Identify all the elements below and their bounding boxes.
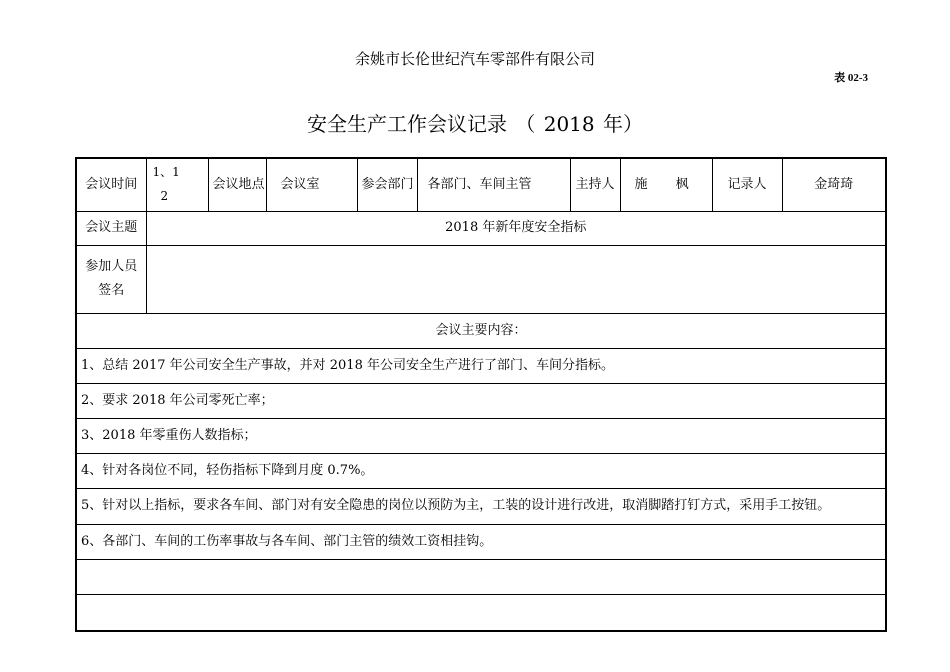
topic-label: 会议主题	[76, 211, 146, 245]
attendees-label-line1: 参加人员	[85, 259, 138, 274]
content-row	[76, 453, 886, 488]
attendees-signature-area[interactable]	[146, 245, 886, 313]
content-row	[76, 524, 886, 559]
meeting-place-label: 会议地点	[208, 158, 266, 211]
attendees-row	[76, 245, 886, 313]
form-code: 表 02-3	[834, 72, 868, 84]
topic-row	[76, 211, 886, 245]
blank-cell[interactable]	[76, 594, 886, 631]
content-item: 2、要求 2018 年公司零死亡率；	[76, 383, 886, 418]
content-item: 1、总结 2017 年公司安全生产事故，并对 2018 年公司安全生产进行了部门、车间分指标。	[76, 348, 886, 383]
content-item: 3、2018 年零重伤人数指标；	[76, 418, 886, 453]
blank-row	[76, 559, 886, 594]
meeting-time-value	[146, 158, 208, 211]
content-row	[76, 418, 886, 453]
document-title: 安全生产工作会议记录 （ 2018 年）	[307, 112, 643, 136]
meeting-record-table	[75, 157, 887, 632]
meeting-time-line2: 2	[160, 189, 169, 203]
content-item: 4、针对各岗位不同，轻伤指标下降到月度 0.7%。	[76, 453, 886, 488]
recorder-label: 记录人	[712, 158, 782, 211]
content-row	[76, 348, 886, 383]
blank-row	[76, 594, 886, 631]
content-row	[76, 488, 886, 524]
attending-dept-label: 参会部门	[357, 158, 417, 211]
attendees-label-line2: 签名	[98, 283, 125, 298]
meeting-time-line1: 1、1	[152, 165, 180, 179]
recorder-value: 金琦琦	[782, 158, 886, 211]
content-heading: 会议主要内容：	[76, 313, 886, 348]
host-value: 施 枫	[620, 158, 712, 211]
attendees-label	[76, 245, 146, 313]
meeting-time-label: 会议时间	[76, 158, 146, 211]
content-item: 5、针对以上指标，要求各车间、部门对有安全隐患的岗位以预防为主，工装的设计进行改进，取消脚踏打钉方式，采用手工按钮。	[76, 488, 886, 524]
meeting-place-value: 会议室	[266, 158, 357, 211]
content-heading-row	[76, 313, 886, 348]
topic-value: 2018 年新年度安全指标	[146, 211, 886, 245]
blank-cell[interactable]	[76, 559, 886, 594]
meeting-info-row	[76, 158, 886, 211]
company-name: 余姚市长伦世纪汽车零部件有限公司	[354, 50, 595, 68]
host-label: 主持人	[570, 158, 620, 211]
content-item: 6、各部门、车间的工伤率事故与各车间、部门主管的绩效工资相挂钩。	[76, 524, 886, 559]
content-row	[76, 383, 886, 418]
attending-dept-value: 各部门、车间主管	[417, 158, 570, 211]
